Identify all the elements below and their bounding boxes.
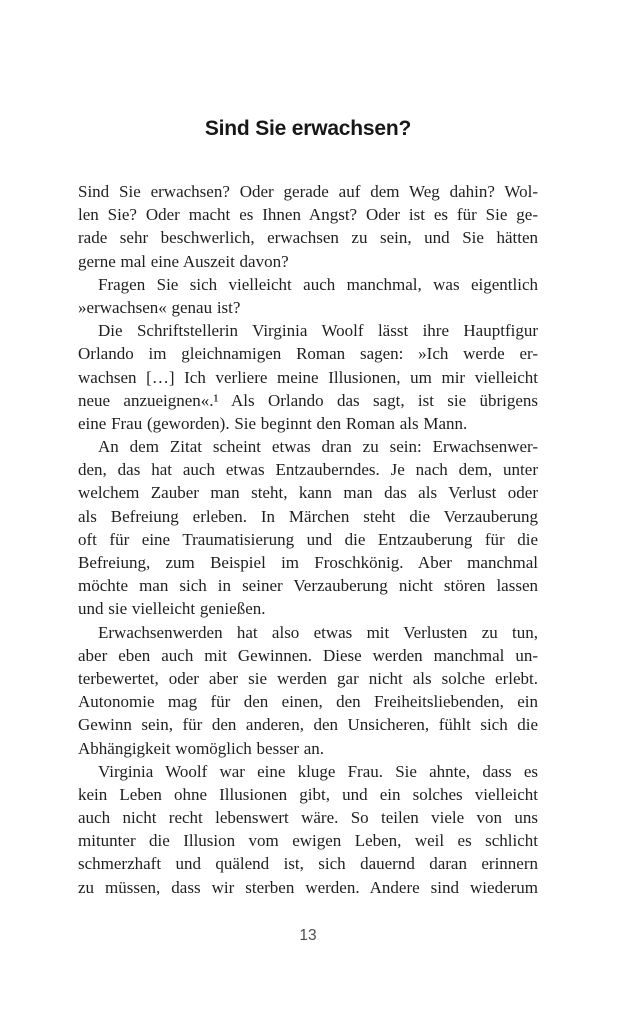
text-line: wachsen […] Ich verliere meine Illusionen, um mir vielleicht bbox=[78, 367, 538, 387]
text-line: den, das hat auch etwas Entzauberndes. Je nach dem, unter bbox=[78, 460, 538, 480]
text-line: welchem Zauber man steht, kann man das als Verlust oder bbox=[78, 483, 538, 503]
body-text bbox=[78, 180, 538, 899]
text-line: aber eben auch mit Gewinnen. Diese werden manchmal un- bbox=[78, 645, 538, 665]
text-line: Abhängigkeit womöglich besser an. bbox=[78, 738, 325, 758]
text-line: Orlando im gleichnamigen Roman sagen: »Ich werde er- bbox=[78, 344, 538, 364]
text-line: Virginia Woolf war eine kluge Frau. Sie ahnte, dass es bbox=[98, 761, 538, 781]
text-line: Die Schriftstellerin Virginia Woolf lässt ihre Hauptfigur bbox=[98, 321, 538, 341]
text-line: eine Frau (geworden). Sie beginnt den Roman als Mann. bbox=[78, 413, 468, 433]
text-line: »erwachsen« genau ist? bbox=[78, 297, 241, 317]
text-line: zu müssen, dass wir sterben werden. Andere sind wiederum bbox=[78, 877, 538, 897]
text-line: Gewinn sein, für den anderen, den Unsicheren, fühlt sich die bbox=[78, 715, 538, 735]
text-line: auch nicht recht lebenswert wäre. So teilen viele von uns bbox=[78, 808, 538, 828]
text-line: Befreiung, zum Beispiel im Froschkönig. Aber manchmal bbox=[78, 553, 538, 572]
text-line: Erwachsenwerden hat also etwas mit Verlusten zu tun, bbox=[98, 622, 538, 642]
page-number: 13 bbox=[299, 927, 317, 944]
text-line: An dem Zitat scheint etwas dran zu sein: Erwachsenwer- bbox=[98, 437, 538, 457]
text-line: terbewertet, oder aber sie werden gar nicht als solche erlebt. bbox=[78, 668, 538, 688]
text-line: als Befreiung erleben. In Märchen steht die Verzauberung bbox=[78, 506, 538, 526]
text-line: gerne mal eine Auszeit davon? bbox=[78, 251, 289, 271]
text-line: mitunter die Illusion vom ewigen Leben, weil es schlicht bbox=[78, 831, 538, 851]
text-line: rade sehr beschwerlich, erwachsen zu sein, und Sie hätten bbox=[78, 228, 538, 248]
text-line: und sie vielleicht genießen. bbox=[78, 599, 266, 619]
text-line: neue anzueignen«.¹ Als Orlando das sagt, ist sie übrigens bbox=[78, 390, 538, 410]
text-line: oft für eine Traumatisierung und die Entzauberung für die bbox=[78, 529, 538, 549]
text-line: len Sie? Oder macht es Ihnen Angst? Oder ist es für Sie ge- bbox=[78, 205, 538, 225]
text-line: Autonomie mag für den einen, den Freiheitsliebenden, ein bbox=[78, 692, 538, 712]
chapter-title: Sind Sie erwachsen? bbox=[204, 117, 412, 140]
text-line: Sind Sie erwachsen? Oder gerade auf dem Weg dahin? Wol- bbox=[78, 182, 538, 201]
text-line: Fragen Sie sich vielleicht auch manchmal, was eigentlich bbox=[98, 274, 538, 294]
text-line: schmerzhaft und quälend ist, sich dauernd daran erinnern bbox=[78, 854, 538, 874]
text-line: möchte man sich in seiner Verzauberung nicht stören lassen bbox=[78, 576, 538, 596]
text-line: kein Leben ohne Illusionen gibt, und ein solches vielleicht bbox=[78, 784, 538, 804]
